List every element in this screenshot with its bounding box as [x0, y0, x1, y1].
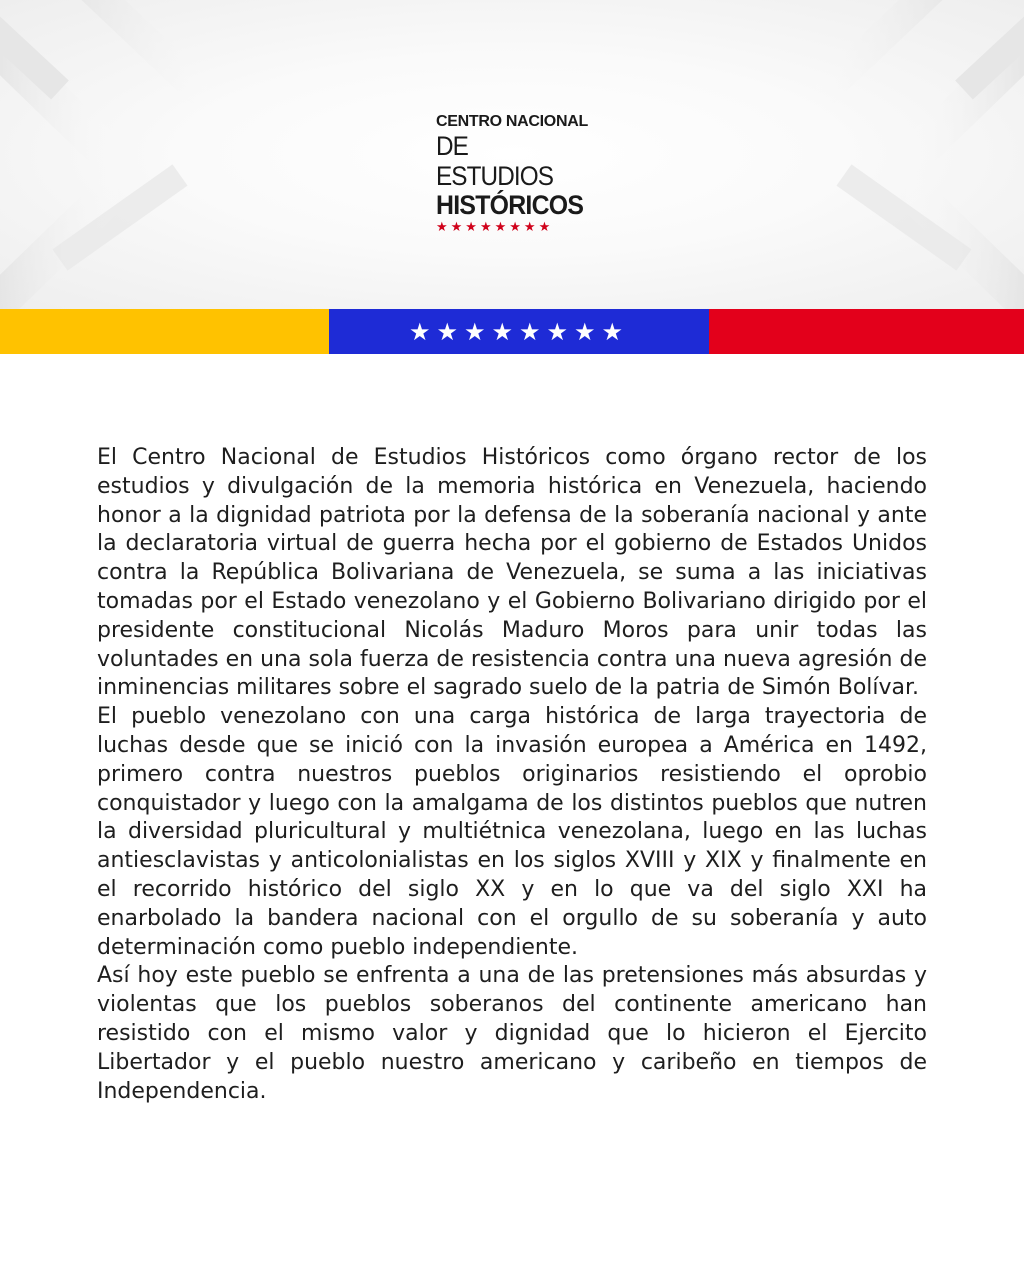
statement-body [97, 444, 927, 1106]
logo-line-2: DE ESTUDIOS [436, 131, 554, 191]
paragraph-1: El Centro Nacional de Estudios Históricos como órgano rector de los estudios y divulgación de la memoria histórica en Venezuela, haciendo honor a la dignidad patriota por la defensa de la soberanía nacional y ante la declaratoria virtual de guerra hecha por el gobierno de Estados Unidos contra la República Bolivariana de Venezuela, se suma a las iniciativas tomadas por el Estado venezolano y el Gobierno Bolivariano dirigido por el presidente constitucional Nicolás Maduro Moros para unir todas las voluntades en una sola fuerza de resistencia contra una nueva agresión de inminencias militares sobre el sagrado suelo de la patria de Simón Bolívar. [97, 445, 927, 701]
venezuelan-flag-band [0, 309, 1024, 354]
header-banner [0, 0, 1024, 309]
flag-yellow-stripe [0, 309, 329, 354]
flag-red-stripe [709, 309, 1024, 354]
logo-stars-icon: ★★★★★★★★ [436, 219, 554, 234]
flag-stars-icon: ★★★★★★★★ [408, 317, 630, 346]
flag-blue-stripe [329, 309, 709, 354]
cneh-logo [436, 113, 596, 234]
logo-line-3: HISTÓRICOS [436, 190, 584, 220]
paragraph-2: El pueblo venezolano con una carga histórica de larga trayectoria de luchas desde que se inició con la invasión europea a América en 1492, primero contra nuestros pueblos originarios resistiendo el oprobio conquistador y luego con la amalgama de los distintos pueblos que nutren la diversidad pluricultural y multiétnica venezolana, luego en las luchas antiesclavistas y anticolonialistas en los siglos XVIII y XIX y finalmente en el recorrido histórico del siglo XX y en lo que va del siglo XXI ha enarbolado la bandera nacional con el orgullo de su soberanía y auto determinación como pueblo independiente. [97, 704, 927, 960]
logo-line-1: CENTRO NACIONAL [436, 113, 588, 130]
paragraph-3: Así hoy este pueblo se enfrenta a una de las pretensiones más absurdas y violentas que los pueblos soberanos del continente americano han resistido con el mismo valor y dignidad que lo hicieron el Ejercito Libertador y el pueblo nuestro americano y caribeño en tiempos de Independencia. [97, 963, 927, 1104]
